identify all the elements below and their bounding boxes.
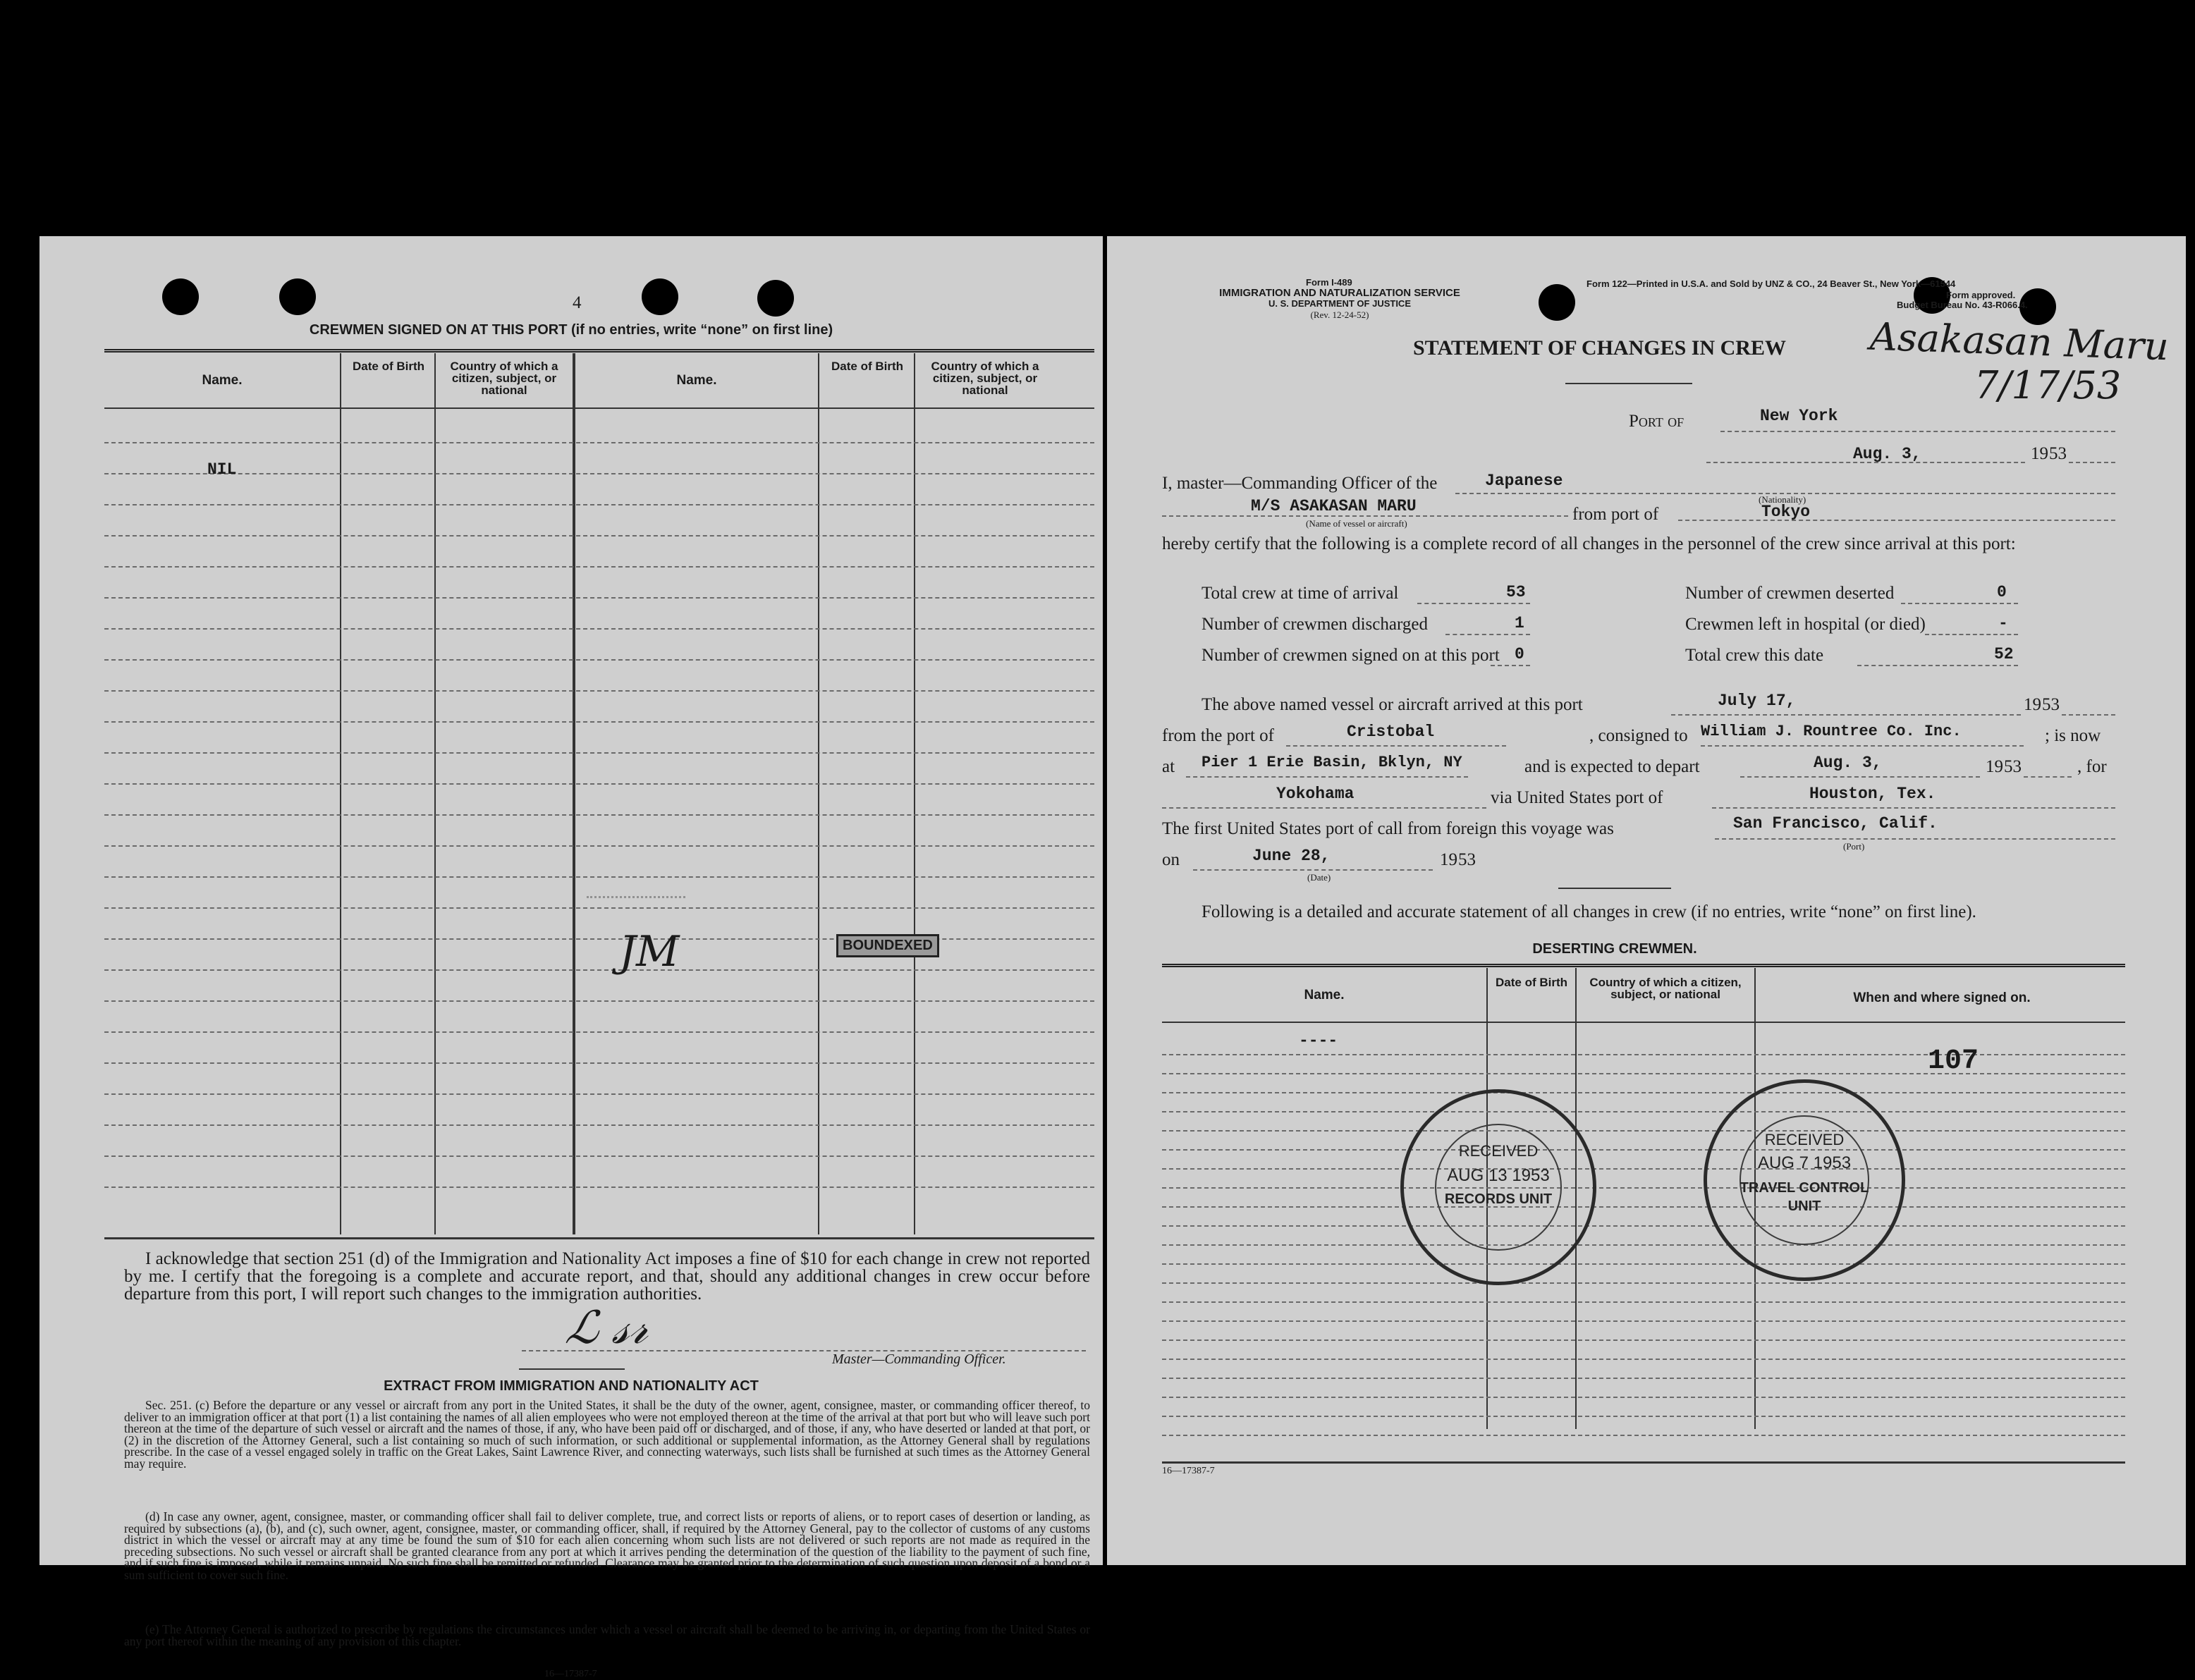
count-label: Total crew this date [1685,646,1824,665]
arrived-label: The above named vessel or aircraft arrived at this port [1202,695,1583,714]
crewmen-signed-title: CREWMEN SIGNED ON AT THIS PORT (if no entries, write “none” on first line) [309,322,833,338]
destination: Yokohama [1276,785,1355,803]
via-label: via United States port of [1491,788,1663,807]
at-label: at [1162,757,1175,776]
table-row-line [1162,1130,2125,1132]
nil-entry: NIL [207,460,237,479]
depart-date: Aug. 3, [1814,754,1882,772]
table-row-line [104,628,1094,630]
table-header-rule [1162,1022,2125,1023]
handwritten-vessel-name: Asakasan Maru [1869,314,2170,369]
for-label: , for [2077,757,2107,776]
agency-line-1: IMMIGRATION AND NATURALIZATION SERVICE [1219,287,1460,299]
count-value: 0 [1515,645,1524,663]
table-row-line [104,597,1094,599]
title-rule [1565,383,1692,384]
port-caption: (Port) [1843,841,1865,852]
fill-line [1901,603,2018,604]
table-row-line [1162,1397,2125,1398]
table-row-line [104,690,1094,692]
table-row-line [104,1124,1094,1126]
section-rule [1558,888,1671,889]
stamp-unit: TRAVEL CONTROL [1740,1180,1869,1196]
arrived-date: July 17, [1718,692,1796,710]
col-header-country: Country of which a citizen, subject, or national [1589,976,1742,1001]
table-row-line [1162,1320,2125,1322]
table-row-line [1162,1435,2125,1436]
fill-line [1491,665,1530,666]
table-row-line [104,721,1094,723]
table-row-line [1162,1054,2125,1055]
col-header-country-2: Country of which a citizen, subject, or national [931,360,1039,397]
certify-text: hereby certify that the following is a complete record of all changes in the personnel of the crew since arrival at this port: [1162,534,2016,553]
punch-hole [162,278,199,315]
count-label: Number of crewmen deserted [1685,584,1895,603]
stamp-unit: RECORDS UNIT [1444,1191,1553,1207]
is-now-label: ; is now [2045,726,2101,745]
table-header-rule [104,407,1094,409]
form-approval: Form approved. [1946,290,2016,300]
table-row-line [104,1031,1094,1033]
vessel-name: M/S ASAKASAN MARU [1251,497,1417,515]
table-row-line [104,1093,1094,1095]
fill-line [1857,665,2018,666]
table-top-rule [1162,964,2125,967]
acknowledgment-text: I acknowledge that section 251 (d) of the Immigration and Nationality Act imposes a fine of $10 for each change in crew not reported by me. I certify that the foregoing is a complete and accurate report, and that, should any additional changes in crew occur before departure from this port, I will report such changes to the immigration authorities. [124,1249,1090,1304]
via-port: Houston, Tex. [1809,785,1936,803]
master-signature: ℒ 𝓈𝓇 [562,1302,654,1354]
col-header-signed-on: When and where signed on. [1853,991,2031,1005]
count-label: Crewmen left in hospital (or died) [1685,615,1926,634]
master-signature-caption: Master—Commanding Officer. [832,1351,1006,1367]
on-label: on [1162,850,1180,869]
fill-line [1715,838,2115,840]
extract-section-d: (d) In case any owner, agent, consignee, master, or commanding officer shall fail to deliver complete, true, and correct lists or reports of aliens, or to report cases of desertion or landing, as required by subsections (a), (b), and (c), such owner, agent, consignee, master, or commanding officer, shall, if required by the Attorney General, pay to the collector of customs of any customs district in which the vessel or aircraft may at any time be found the sum of $10 for each alien concerning whom such lists are not delivered or such reports are not made as required in the preceding subsections. No such vessel or aircraft shall be granted clearance from any port at which it arrives pending the determination of the question of the liability to the payment of such fine, and if such fine is imposed, while it remains unpaid. No such fine shall be remitted or refunded. Clearance may be granted prior to the determination of such question upon deposit of a bond or a sum sufficient to cover such fine. [124,1509,1090,1582]
table-row-line [104,783,1094,785]
table-row-line [1162,1206,2125,1208]
fill-line [2062,714,2115,716]
table-row-line [104,845,1094,847]
col-header-dob-2: Date of Birth [831,360,903,373]
column-divider [434,353,436,1234]
fill-line [2069,462,2115,463]
port-value: New York [1760,407,1838,425]
table-bottom-rule [104,1237,1094,1239]
table-row-line [104,535,1094,537]
fill-line [1286,745,1506,747]
table-row-line [1162,1378,2125,1379]
fill-line [1186,776,1468,778]
form-number: Form I-489 [1306,277,1352,288]
table-top-rule [104,349,1094,352]
table-row-line [104,1155,1094,1157]
from-port-value: Tokyo [1761,503,1811,521]
budget-bureau-number: Budget Bureau No. 43-R066.4. [1897,300,2028,310]
table-row-line [1162,1111,2125,1112]
table-row-line [104,659,1094,661]
table-row-line [104,473,1094,474]
travel-control-stamp [1704,1079,1905,1281]
nationality-caption: (Nationality) [1759,494,1806,505]
fill-line [1712,807,2115,809]
date-caption: (Date) [1307,872,1331,883]
fill-line [2024,776,2072,778]
table-bottom-rule [1162,1461,2125,1464]
table-row-line [104,814,1094,816]
fill-line [1162,807,1486,809]
bound-stamp: BOUNDEXED [836,934,939,957]
initials: JM [619,927,680,976]
table-row-line [1162,1168,2125,1170]
year-prefix: 19 [2024,695,2041,714]
records-unit-stamp [1400,1089,1596,1285]
page-number: 4 [573,293,582,312]
punch-hole [1539,284,1575,321]
punch-hole [642,278,678,315]
fill-line [1671,714,2021,716]
column-divider [573,353,575,1234]
date-value: Aug. 3, [1853,445,1921,463]
table-row-line [1162,1092,2125,1093]
count-value: 52 [1994,645,2014,663]
count-label: Number of crewmen signed on at this port [1202,646,1500,665]
year-prefix: 19 [1986,757,2003,776]
origin-port: Cristobal [1347,723,1435,741]
column-divider [818,353,819,1234]
col-header-name-2: Name. [676,373,717,388]
fill-line [1417,603,1530,604]
table-row-line [1162,1301,2125,1303]
consigned-label: , consigned to [1589,726,1688,745]
fill-line [1445,634,1530,635]
year-prefix: 19 [1440,850,1457,869]
table-row-line [104,1187,1094,1188]
extract-section-c: Sec. 251. (c) Before the departure or any vessel or aircraft from any port in the United States, it shall be the duty of the owner, agent, consignee, master, or commanding officer thereof, to deliver to an immigration officer at that port (1) a list containing the names of all alien employees who were not employed thereon at the time of the arrival at that port but who will leave such port thereon at the time of the departure of such vessel or aircraft and the names of those, if any, who have been paid off or discharged, and of those, if any, who have deserted or landed at that port, or (2) in the discretion of the Attorney General, such a list containing so much of such information, or such additional or supplemental information, as the Attorney General shall by regulations prescribe. In the case of a vessel engaged solely in traffic on the Great Lakes, Saint Lawrence River, and connecting waterways, such lists shall be furnished at such times as the Attorney General may require. [124,1398,1090,1471]
count-label: Number of crewmen discharged [1202,615,1428,634]
consignee: William J. Rountree Co. Inc. [1701,723,1962,740]
port-label: Port of [1629,412,1685,431]
extract-title: EXTRACT FROM IMMIGRATION AND NATIONALITY ACT [384,1378,759,1394]
handwritten-date: 7/17/53 [1974,363,2122,407]
table-row-line [104,504,1094,505]
column-divider [914,353,915,1234]
count-value: - [1998,614,2008,632]
table-row-line [104,1062,1094,1064]
stamp-number: 107 [1928,1046,1979,1077]
table-row-line [1162,1359,2125,1360]
table-row-line [1162,1244,2125,1246]
table-row-line [1162,1416,2125,1417]
left-page [39,236,1103,1679]
fill-line [1678,520,2115,521]
fill-line [1162,515,1568,517]
table-row-line [104,442,1094,443]
following-text: Following is a detailed and accurate statement of all changes in crew (if no entries, write “none” on first line). [1202,902,1976,921]
col-header-name: Name. [1304,988,1345,1003]
count-label: Total crew at time of arrival [1202,584,1399,603]
col-header-country: Country of which a citizen, subject, or national [450,360,558,397]
table-row-line [104,752,1094,754]
first-year: 53 [1458,850,1476,869]
col-header-name: Name. [202,373,243,388]
table-row-line [104,876,1094,878]
extract-section-e: (e) The Attorney General is authorized to prescribe by regulations the circumstances under which a vessel or aircraft shall be deemed to be arriving in, or departing from the United States or any port thereof within the meaning of any provision of this chapter. [124,1622,1090,1648]
depart-year: 53 [2004,757,2022,776]
punch-hole [279,278,316,315]
fill-line [1925,634,2018,635]
table-row-line [1162,1073,2125,1074]
col-header-dob: Date of Birth [1496,976,1567,989]
table-row-line [1162,1282,2125,1284]
first-port: San Francisco, Calif. [1733,814,1938,833]
short-rule [519,1368,625,1370]
deserting-none-entry: ---- [1299,1031,1338,1050]
nationality-value: Japanese [1485,472,1563,490]
first-port-label: The first United States port of call from foreign this voyage was [1162,819,1614,838]
count-value: 53 [1506,583,1526,601]
fill-line [1701,745,2024,747]
deserting-crewmen-title: DESERTING CREWMEN. [1532,941,1697,957]
agency-line-2: U. S. DEPARTMENT OF JUSTICE [1268,298,1411,309]
year-value: 53 [2049,444,2067,463]
stamp-received: RECEIVED [1764,1131,1845,1148]
stamp-unit-2: UNIT [1787,1198,1821,1214]
vessel-caption: (Name of vessel or aircraft) [1306,518,1407,529]
stamp-received: RECEIVED [1458,1142,1539,1160]
column-divider [340,353,341,1234]
expected-depart-label: and is expected to depart [1524,757,1700,776]
table-row-line [104,1000,1094,1002]
footer-code: 16—17387-7 [1162,1466,1215,1476]
table-row-line [1162,1225,2125,1227]
printer-line: Form 122—Printed in U.S.A. and Sold by UNZ & CO., 24 Beaver St., New York—61544 [1586,278,1956,289]
right-page [1107,236,2186,1565]
table-row-line [1162,1187,2125,1189]
table-row-line [1162,1339,2125,1341]
first-date: June 28, [1252,847,1331,865]
table-row-line [1162,1263,2125,1265]
stamp-date: AUG 7 1953 [1757,1153,1852,1172]
arrived-year: 53 [2042,695,2060,714]
footer-code: 16—17387-7 [544,1669,597,1679]
fill-line [1720,431,2115,432]
berth-location: Pier 1 Erie Basin, Bklyn, NY [1202,754,1462,771]
from-the-port-label: from the port of [1162,726,1274,745]
count-value: 1 [1515,614,1524,632]
punch-hole [757,280,794,317]
fill-line [1740,776,1980,778]
table-row-line [1162,1149,2125,1151]
year-prefix: 19 [2031,444,2048,463]
master-label: I, master—Commanding Officer of the [1162,474,1438,493]
col-header-dob: Date of Birth [353,360,424,373]
stamp-date: AUG 13 1953 [1447,1166,1550,1185]
table-row-line [104,566,1094,568]
from-port-label: from port of [1572,505,1659,524]
count-value: 0 [1997,583,2007,601]
statement-title: STATEMENT OF CHANGES IN CREW [1413,336,1786,360]
fill-line [1193,869,1433,871]
form-revision: (Rev. 12-24-52) [1310,309,1369,320]
